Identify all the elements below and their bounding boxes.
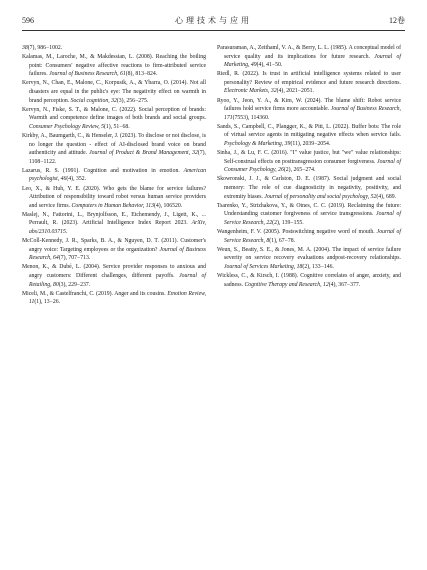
reference-entry: [22, 211, 206, 237]
reference-source: Electronic Markets, 32: [224, 88, 277, 95]
reference-pages: (4), 106520.: [153, 202, 183, 209]
references-right-column: [217, 44, 401, 290]
reference-pages: (7), 986−1002.: [27, 45, 63, 51]
reference-source: Journal of Service Research, 8: [224, 228, 401, 244]
reference-pages: (11), 2039−2054.: [290, 141, 331, 148]
reference-authors-title: Riedl, R. (2022). Is trust in artificial intelligence systems related to user personality? Review of empirical evidence and future research directions.: [217, 71, 401, 86]
reference-entry: [217, 44, 401, 70]
reference-source: Journal of Marketing, 49: [224, 53, 401, 69]
reference-authors-title: Leo, X., & Huh, Y. E. (2020). Who gets the blame for service failures? Attribution of responsibility toward robot versus human service providers and service firms.: [22, 185, 206, 209]
reference-pages: (7), 1108−1122.: [29, 150, 206, 165]
reference-entry: [22, 167, 206, 184]
reference-entry: [22, 106, 206, 132]
reference-source: Journal of Business Research, 61: [49, 71, 126, 78]
reference-authors-title: Weun, S., Beatty, S. E., & Jones, M. A. (2004). The impact of service failure severity on service recovery evaluations andpost-recovery relationships.: [217, 246, 401, 262]
reference-pages: (4), 689.: [376, 193, 397, 200]
reference-authors-title: Wangenheim, F. V. (2005). Postswitching negative word of mouth.: [217, 228, 377, 235]
reference-pages: (7553), 114360.: [232, 114, 270, 121]
reference-authors-title: Parasuraman, A., Zeithaml, V. A., & Berry, L. L. (1985). A conceptual model of service quality and its implications for future research.: [217, 45, 401, 60]
reference-source: Journal of Business Research, 64: [29, 246, 206, 262]
reference-source: Journal of Consumer Psychology, 26: [224, 158, 401, 174]
reference-authors-title: Lazarus, R. S. (1991). Cognition and motivation in emotion.: [22, 167, 184, 174]
reference-authors-title: Menon, K., & Dubé, L. (2004). Service provider responses to anxious and angry customers: Different challenges, different payoffs.: [22, 264, 206, 279]
reference-authors-title: Wickless, C., & Kirsch, I. (1988). Cognitive correlates of anger, anxiety, and sadness.: [217, 272, 401, 288]
reference-source: Consumer Psychology Review, 5: [29, 123, 104, 130]
reference-entry: [217, 123, 401, 149]
reference-entry: [217, 149, 401, 175]
reference-authors-title: Maslej, N., Fattorini, L., Brynjolfsson, E., Etchemendy, J., Ligett, K., ... Perrault, R. (2023). Artificial Intelligence Index Report 2023.: [22, 211, 206, 227]
reference-authors-title: Sinha, J., & Lu, F. C. (2016). "I" value justice, but "we" value relationships: Self-construal effects on posttransgression consumer forgiveness.: [217, 150, 401, 165]
reference-source: Journal of Services Marketing, 18: [224, 263, 303, 270]
reference-pages: (4), 367−377.: [328, 281, 361, 288]
header-rule: [22, 30, 405, 31]
reference-source: ArXiv, abs/2310.03715.: [29, 220, 206, 235]
reference-authors-title: Ryoo, Y., Jeon, Y. A., & Kim, W. (2024). The blame shift: Robot service failures hold service firms more accountable.: [217, 97, 401, 113]
reference-pages: (2), 265−274.: [283, 167, 316, 174]
reference-pages: (2), 133−146.: [302, 263, 334, 270]
reference-pages: (3), 229−237.: [58, 281, 91, 288]
reference-authors-title: Kervyn, N., Chan, E., Malone, C., Korpusik, A., & Ybarra, O. (2014). Not all disasters are equal in the public's eye: The negativity effect on warmth in brand perception.: [22, 80, 206, 104]
reference-source: Psychology & Marketing, 39: [224, 141, 291, 148]
reference-pages: (7), 707−713.: [58, 255, 91, 262]
reference-entry: [22, 237, 206, 263]
reference-source: Journal of personality and social psychology, 52: [264, 193, 377, 200]
reference-source: Cognitive Therapy and Research, 12: [244, 281, 329, 288]
reference-entry: [22, 263, 206, 289]
reference-entry: [217, 202, 401, 228]
reference-entry: [22, 44, 206, 53]
reference-pages: (2), 139−155.: [272, 219, 304, 226]
reference-authors-title: Miceli, M., & Castelfranchi, C. (2019). Anger and its cousins.: [22, 290, 168, 297]
reference-entry: [22, 132, 206, 166]
reference-source: American psychologist, 46: [29, 167, 206, 183]
reference-entry: [22, 53, 206, 79]
reference-entry: [22, 79, 206, 105]
reference-entry: [217, 97, 401, 123]
reference-entry: [22, 290, 206, 307]
reference-authors-title: Tsarenko, Y., Strizhakova, Y., & Otnes, C. C. (2019). Reclaiming the future: Understanding customer forgiveness of service transgressions.: [217, 202, 401, 218]
journal-title: 心理技术与应用: [175, 16, 252, 25]
reference-entry: [217, 228, 401, 245]
reference-pages: (8), 813−824.: [125, 71, 158, 78]
reference-authors-title: Kirkby, A., Baumgarth, C., & Henseler, J. (2023). To disclose or not disclose, is no longer the question - effect of AI-disclosed brand voice on brand authenticity and attitude.: [22, 132, 206, 157]
reference-authors-title: Kalamas, M., Laroche, M., & Makdessian, L. (2008). Reaching the boiling point: Consumers' negative affective reactions to firm-attributed service failures.: [22, 54, 206, 78]
running-header: [22, 14, 405, 28]
volume-label: 12卷: [389, 16, 405, 25]
reference-source: Social cognition, 32: [70, 97, 117, 104]
reference-authors-title: Kervyn, N., Fiske, S. T., & Malone, C. (2022). Social perception of brands: Warmth and competence define images of both brands and social groups.: [22, 106, 206, 122]
reference-entry: [217, 70, 401, 96]
reference-source: 38: [22, 45, 28, 51]
reference-source: Emotion Review, 11: [29, 290, 206, 306]
reference-pages: (1), 67−78.: [269, 237, 296, 244]
reference-entry: [217, 272, 401, 289]
reference-authors-title: Sands, S., Campbell, C., Plangger, K., & Pitt, L. (2022). Buffer bots: The role of virtual service agents in mitigating negative effects when service fails.: [217, 123, 401, 139]
reference-source: Journal of Retailing, 80: [29, 272, 206, 288]
reference-authors-title: Skowronski, J. J., & Carlston, D. E. (1987). Social judgment and social memory: The role of cue diagnosticity in negativity, positivity, and extremity biases.: [217, 176, 401, 200]
reference-pages: (4), 41−50.: [256, 62, 283, 69]
page-number: 596: [22, 16, 34, 25]
reference-source: Journal of Service Research, 22: [224, 211, 401, 226]
reference-pages: (1), 13−26.: [34, 299, 61, 306]
reference-authors-title: McColl-Kennedy, J. R., Sparks, B. A., & Nguyen, D. T. (2011). Customer's angry voice: Targeting employees or the organization?: [22, 238, 206, 253]
reference-entry: [217, 175, 401, 201]
reference-source: Computers in Human Behavior, 113: [71, 202, 154, 209]
references-left-column: [22, 44, 206, 307]
reference-source: Journal of Product & Brand Management, 32: [89, 150, 198, 157]
reference-entry: [22, 185, 206, 211]
reference-source: Journal of Business Research, 171: [224, 106, 401, 121]
reference-pages: (1), 51−68.: [103, 123, 130, 130]
reference-entry: [217, 246, 401, 272]
reference-pages: (4), 2021−2051.: [276, 88, 314, 95]
reference-pages: (3), 256−275.: [116, 97, 149, 104]
reference-pages: (4), 352.: [66, 176, 87, 183]
